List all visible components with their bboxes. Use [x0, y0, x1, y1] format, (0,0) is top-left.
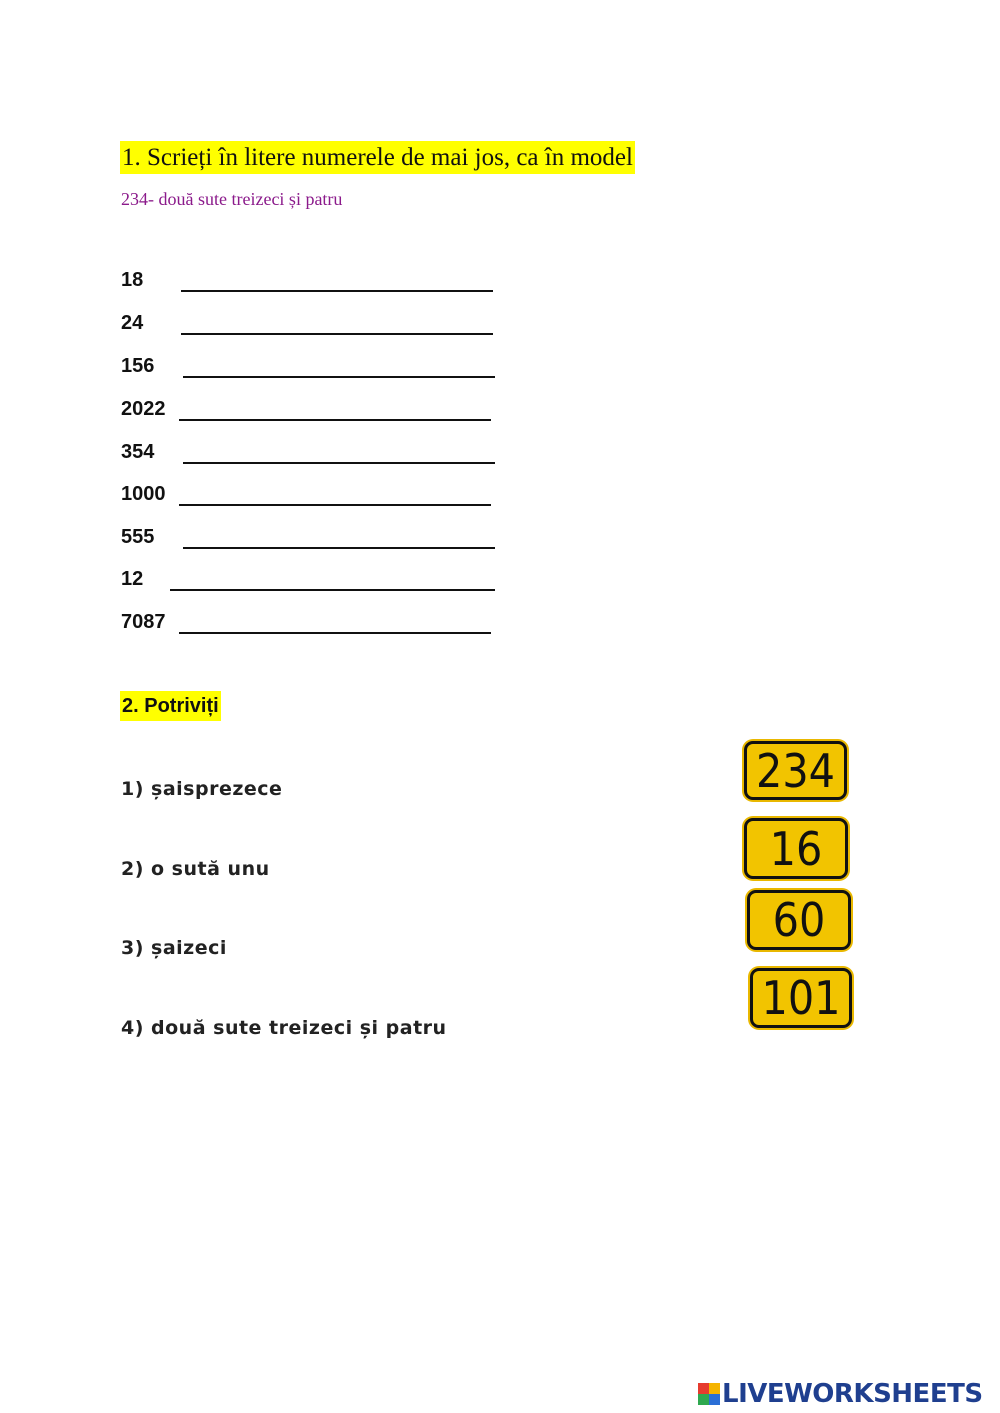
- sign-101[interactable]: 101: [750, 968, 852, 1028]
- answer-line[interactable]: [170, 589, 495, 591]
- number-label: 156: [121, 355, 155, 377]
- sign-234[interactable]: 234: [744, 741, 847, 800]
- answer-line[interactable]: [181, 333, 493, 335]
- number-label: 354: [121, 441, 155, 463]
- answer-line[interactable]: [179, 632, 491, 634]
- logo-text: LIVEWORKSHEETS: [722, 1379, 983, 1409]
- exercise-2-title: 2. Potriviți: [120, 691, 221, 721]
- number-label: 2022: [121, 398, 166, 420]
- answer-line[interactable]: [183, 376, 495, 378]
- number-label: 1000: [121, 483, 166, 505]
- number-label: 7087: [121, 611, 166, 633]
- logo-icon: [698, 1383, 720, 1405]
- match-item-2: 2) o sută unu: [121, 858, 270, 880]
- match-item-3: 3) șaizeci: [121, 937, 227, 959]
- number-label: 555: [121, 526, 155, 548]
- liveworksheets-logo: [698, 1377, 983, 1411]
- match-item-1: 1) șaisprezece: [121, 778, 283, 800]
- number-label: 24: [121, 312, 144, 334]
- answer-line[interactable]: [183, 462, 495, 464]
- answer-line[interactable]: [181, 290, 493, 292]
- number-label: 18: [121, 269, 144, 291]
- answer-line[interactable]: [179, 504, 491, 506]
- match-item-4: 4) două sute treizeci și patru: [121, 1017, 447, 1039]
- answer-line[interactable]: [183, 547, 495, 549]
- sign-16[interactable]: 16: [744, 818, 848, 879]
- model-example: 234- două sute treizeci și patru: [121, 189, 343, 209]
- number-label: 12: [121, 568, 144, 590]
- exercise-1-title: 1. Scrieți în litere numerele de mai jos, ca în model: [120, 141, 635, 174]
- answer-line[interactable]: [179, 419, 491, 421]
- sign-60[interactable]: 60: [747, 890, 851, 950]
